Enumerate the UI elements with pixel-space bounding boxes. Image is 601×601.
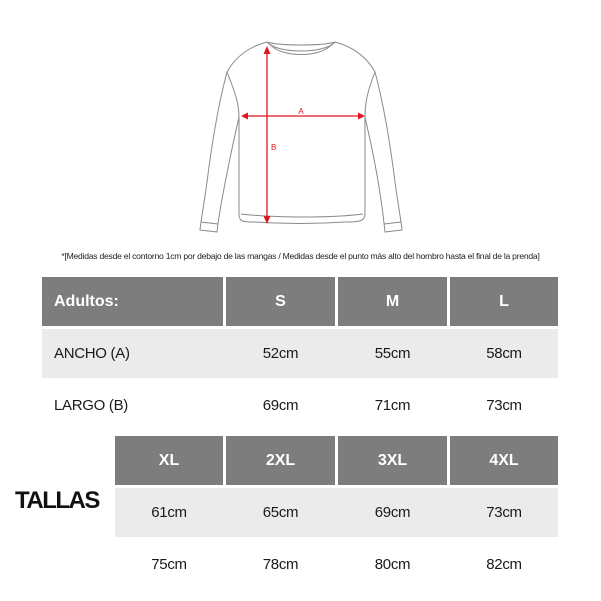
cell-r2-xl: 75cm <box>151 556 187 573</box>
shirt-outline <box>200 42 402 232</box>
header-adultos: Adultos: <box>42 277 223 326</box>
header-size-s: S <box>226 277 335 326</box>
cell-ancho-l: 58cm <box>486 345 522 362</box>
header-size-m: M <box>338 277 447 326</box>
header-size-4xl: 4XL <box>450 436 558 485</box>
measure-b-label: B <box>271 143 277 152</box>
row-label-ancho: ANCHO (A) <box>54 345 130 362</box>
measure-a-label: A <box>298 107 304 116</box>
cell-ancho-s: 52cm <box>262 345 299 362</box>
header-size-2xl: 2XL <box>226 436 335 485</box>
header-size-xl: XL <box>115 436 223 485</box>
cell-r1-4xl: 73cm <box>486 504 522 521</box>
header-size-3xl: 3XL <box>338 436 447 485</box>
cell-r1-xl: 61cm <box>151 504 187 521</box>
shirt-diagram <box>185 32 417 240</box>
measurement-note: *[Medidas desde el contorno 1cm por debajo de las mangas / Medidas desde el punto más alto del hombro hasta el final de la prenda] <box>61 251 540 261</box>
row-label-largo: LARGO (B) <box>54 397 128 414</box>
cell-ancho-m: 55cm <box>374 345 411 362</box>
header-size-l: L <box>450 277 558 326</box>
cell-largo-m: 71cm <box>374 397 411 414</box>
cell-largo-l: 73cm <box>486 397 522 414</box>
cell-r1-2xl: 65cm <box>262 504 299 521</box>
cell-largo-s: 69cm <box>262 397 299 414</box>
cell-r2-3xl: 80cm <box>374 556 411 573</box>
cell-r2-4xl: 82cm <box>486 556 522 573</box>
tallas-title: TALLAS <box>15 487 99 514</box>
cell-r1-3xl: 69cm <box>374 504 411 521</box>
cell-r2-2xl: 78cm <box>262 556 299 573</box>
